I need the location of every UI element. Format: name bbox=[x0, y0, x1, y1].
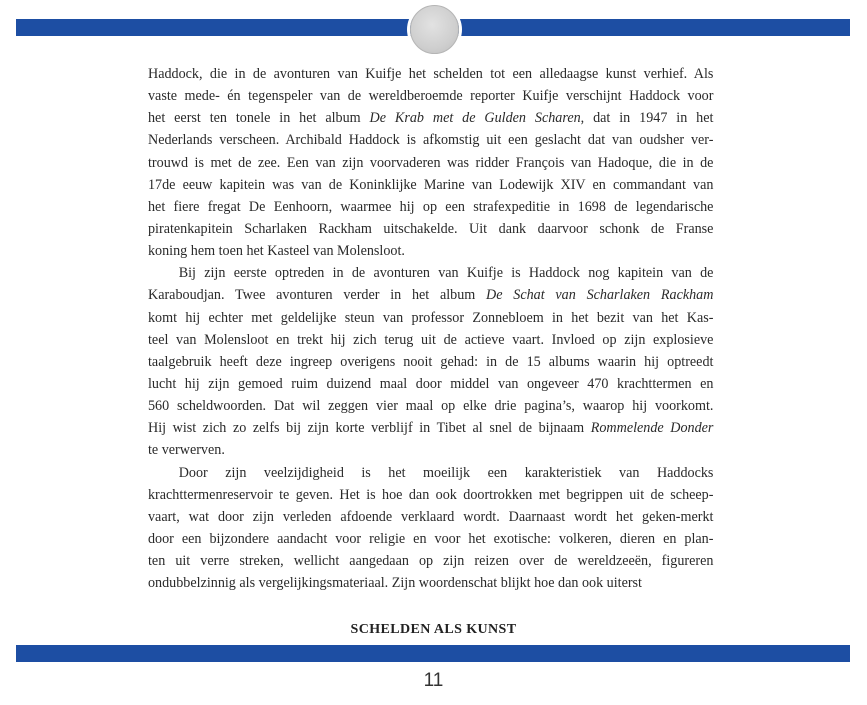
title-italic: De Krab met de Gulden Scharen bbox=[369, 109, 581, 127]
text-line: ten uit verre streken, wellicht aangedaan op zijn reizen over de wereldzeeën, figureren bbox=[148, 552, 714, 570]
text-line: komt hij echter met geldelijke steun van professor Zonnebloem in het bezit van het Kas- bbox=[148, 308, 714, 326]
text-line: Haddock, die in de avonturen van Kuifje het schelden tot een alledaagse kunst verhief. Als bbox=[148, 65, 714, 82]
text-line: Bij zijn eerste optreden in de avonturen van Kuifje is Haddock nog kapitein van de bbox=[178, 264, 714, 282]
text-line: het fiere fregat De Eenhoorn, waarmee hij op een strafexpeditie in 1698 de legendarische bbox=[148, 197, 714, 215]
text-line: Door zijn veelzijdigheid is het moeilijk een karakteristiek van Haddocks bbox=[178, 463, 714, 481]
text-line: vaart, wat door zijn verleden afdoende verklaard wordt. Daarnaast wordt het geken-merkt bbox=[148, 507, 714, 525]
text-line: piratenkapitein Scharlaken Rackham uitschakelde. Uit dank daarvoor schonk de Franse bbox=[148, 219, 714, 237]
text-line: lucht hij zijn gemoed ruim duizend maal door middel van ongeveer 470 krachttermen en bbox=[148, 374, 714, 392]
text-line: 17de eeuw kapitein was van de Koninklijke Marine van Lodewijk XIV en commandant van bbox=[148, 175, 714, 193]
text-line: Hij wist zich zo zelfs bij zijn korte verblijf in Tibet al snel de bijnaam Rommelende Donder bbox=[148, 419, 714, 437]
footer-bar bbox=[16, 645, 850, 662]
text-line: vaste mede- én tegenspeler van de wereldberoemde reporter Kuifje verschijnt Haddock voor bbox=[148, 87, 714, 105]
text-line: ondubbelzinnig als vergelijkingsmateriaal. Zijn woordenschat blijkt hoe dan ook uiterst bbox=[148, 574, 642, 592]
text-line: het eerst ten tonele in het album De Krab met de Gulden Scharen, dat in 1947 in het bbox=[148, 109, 714, 127]
text-line: koning hem toen het Kasteel van Molensloot. bbox=[148, 242, 405, 260]
circle-ornament-icon bbox=[410, 5, 459, 54]
page-number: 11 bbox=[423, 670, 444, 691]
text-line: Nederlands verscheen. Archibald Haddock is afkomstig uit een geslacht dat van oudsher ver- bbox=[148, 131, 714, 149]
text-line: 560 scheldwoorden. Dat wil zeggen vier maal op elke drie pagina’s, waarop hij voorkomt. bbox=[148, 397, 714, 415]
text-line: krachttermenreservoir te geven. Het is hoe dan ook doortrokken met begrippen uit de scheep- bbox=[148, 485, 714, 503]
title-italic: De Schat van Scharlaken Rackham bbox=[486, 286, 714, 304]
running-title: SCHELDEN ALS KUNST bbox=[350, 622, 517, 637]
text-line: trouwd is met de zee. Een van zijn voorvaderen was ridder François van Hadoque, die in de bbox=[148, 153, 714, 171]
text-line: teel van Molensloot en trekt hij zich terug uit de actieve vaart. Invloed op zijn explosieve bbox=[148, 330, 714, 348]
text-line: Karaboudjan. Twee avonturen verder in het album De Schat van Scharlaken Rackham bbox=[148, 286, 714, 304]
text-line: taalgebruik heeft deze ingreep overigens nooit gehad: in de 15 albums waarin hij optreedt bbox=[148, 352, 714, 370]
text-line: te verwerven. bbox=[148, 441, 225, 459]
text-line: door een bijzondere aandacht voor religie en voor het exotische: volkeren, dieren en plan- bbox=[148, 529, 714, 547]
title-italic: Rommelende Donder bbox=[590, 419, 714, 437]
article-body bbox=[148, 63, 713, 594]
